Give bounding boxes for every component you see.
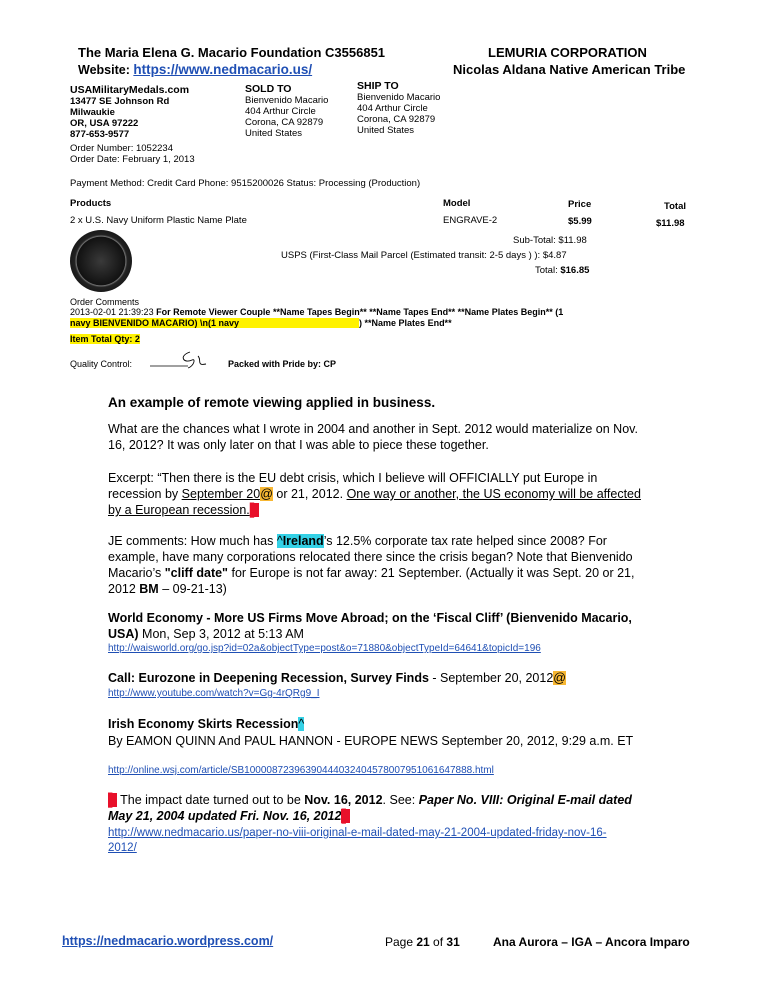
header-foundation: The Maria Elena G. Macario Foundation C3556851 bbox=[78, 45, 386, 60]
website-label: Website: bbox=[78, 63, 134, 77]
comment-line-2 bbox=[70, 318, 452, 328]
ref1-title: World Economy - More US Firms Move Abroad; on the ‘Fiscal Cliff’ (Bienvenido Macario, USA) bbox=[108, 611, 632, 641]
comment-line-1 bbox=[70, 307, 563, 317]
quality-control bbox=[70, 359, 132, 369]
je-ireland: Ireland bbox=[282, 534, 324, 548]
ref1-link[interactable]: http://waisworld.org/go.jsp?id=02a&objectType=post&o=71880&objectTypeId=64641&topicId=196 bbox=[108, 643, 541, 654]
je-text-a: JE comments: How much has bbox=[108, 534, 277, 548]
comment-highlight: navy BIENVENIDO MACARIO) \n(1 navy bbox=[70, 318, 359, 328]
ref3-title: Irish Economy Skirts Recession bbox=[108, 717, 299, 731]
seller-name: USAMilitaryMedals.com bbox=[70, 84, 190, 96]
shipping: USPS (First-Class Mail Parcel (Estimated transit: 2-5 days ) ): $4.87 bbox=[281, 250, 567, 261]
impact-date: Nov. 16, 2012 bbox=[304, 793, 383, 807]
item-qty-text: Item Total Qty: 2 bbox=[70, 334, 140, 344]
footer-page-number bbox=[385, 935, 460, 949]
grand-total bbox=[535, 265, 589, 276]
impact-red-marker: ▌ bbox=[108, 793, 117, 807]
ship-to-block bbox=[357, 81, 440, 136]
payment-line: Payment Method: Credit Card Phone: 9515200026 Status: Processing (Production) bbox=[70, 178, 421, 189]
ship-to-label: SHIP TO bbox=[357, 80, 399, 92]
ref2-date: - September 20, 2012 bbox=[428, 671, 554, 685]
comment-text: For Remote Viewer Couple **Name Tapes Begin** **Name Tapes End** **Name Plates Begin** (1 bbox=[156, 307, 564, 317]
item-line: 2 x U.S. Navy Uniform Plastic Name Plate bbox=[70, 215, 247, 226]
ref3-byline: By EAMON QUINN And PAUL HANNON - EUROPE NEWS September 20, 2012, 9:29 a.m. ET bbox=[108, 734, 634, 748]
excerpt-at-marker: @ bbox=[260, 487, 273, 501]
ship-to-country: United States bbox=[357, 125, 415, 136]
paragraph-1: What are the chances what I wrote in 2004 and another in Sept. 2012 would materialize on Nov. 16, 2012? It was only later on that I was able to piece these together. bbox=[108, 422, 638, 452]
impact-red-marker-2: ▌ bbox=[341, 809, 351, 823]
ref3-link[interactable]: http://online.wsj.com/article/SB10000872396390444032404578007951061647888.html bbox=[108, 765, 494, 776]
seller-state: OR, USA 97222 bbox=[70, 118, 139, 129]
col-total: Total bbox=[664, 201, 686, 212]
item-qty bbox=[70, 334, 140, 344]
excerpt-text-b: or 21, 2012. bbox=[272, 487, 347, 501]
comment-time: 2013-02-01 21:39:23 bbox=[70, 307, 157, 317]
page-prefix: Page bbox=[385, 935, 417, 949]
ship-to-city: Corona, CA 92879 bbox=[357, 114, 436, 125]
seller-phone: 877-653-9577 bbox=[70, 129, 130, 140]
item-model: ENGRAVE-2 bbox=[443, 215, 498, 226]
ship-to-street: 404 Arthur Circle bbox=[357, 103, 428, 114]
impact-link[interactable]: http://www.nedmacario.us/paper-no-viii-original-e-mail-dated-may-21-2004-updated-friday-nov-16-2012/ bbox=[108, 827, 607, 854]
reference-1 bbox=[108, 610, 643, 642]
page-current: 21 bbox=[416, 935, 430, 949]
je-caret-marker: ^ bbox=[276, 534, 283, 548]
ref2-link[interactable]: http://www.youtube.com/watch?v=Gg-4rQRg9_I bbox=[108, 688, 320, 699]
sold-to-city: Corona, CA 92879 bbox=[245, 117, 324, 128]
footer-right: Ana Aurora – IGA – Ancora Imparo bbox=[493, 935, 690, 949]
seller-block bbox=[70, 85, 195, 165]
article-heading: An example of remote viewing applied in business. bbox=[108, 395, 436, 410]
ref2-title: Call: Eurozone in Deepening Recession, Survey Finds bbox=[108, 671, 429, 685]
ref1-date: Mon, Sep 3, 2012 at 5:13 AM bbox=[138, 627, 304, 641]
sold-to-country: United States bbox=[245, 128, 303, 139]
page-of: of bbox=[429, 935, 447, 949]
impact-text-a: The impact date turned out to be bbox=[116, 793, 305, 807]
excerpt-underlined: One way or another, the US economy will be affected by a European recession. bbox=[108, 487, 641, 517]
seller-address: 13477 SE Johnson Rd bbox=[70, 96, 170, 107]
qc-label: Quality Control: bbox=[70, 359, 133, 369]
page-total: 31 bbox=[446, 935, 460, 949]
grand-total-value: $16.85 bbox=[560, 265, 590, 276]
packed-by: Packed with Pride by: CP bbox=[228, 359, 337, 369]
excerpt-date: September 20 bbox=[181, 487, 261, 501]
sold-to-block bbox=[245, 84, 328, 139]
sold-to-name: Bienvenido Macario bbox=[245, 95, 329, 106]
sold-to-label: SOLD TO bbox=[245, 83, 292, 95]
impact-paper-title: Paper No. VIII: Original E-mail dated May 21, 2004 updated Fri. Nov. 16, 2012 bbox=[108, 793, 632, 823]
footer-link[interactable]: https://nedmacario.wordpress.com/ bbox=[62, 934, 274, 948]
reference-3 bbox=[108, 716, 304, 732]
col-price: Price bbox=[568, 199, 592, 210]
je-bm: BM bbox=[139, 582, 159, 596]
signature-icon bbox=[148, 348, 228, 370]
impact-text-b: . See: bbox=[382, 793, 419, 807]
col-model: Model bbox=[443, 198, 471, 209]
sold-to-street: 404 Arthur Circle bbox=[245, 106, 316, 117]
grand-total-label: Total: bbox=[535, 265, 561, 276]
subtotal: Sub-Total: $11.98 bbox=[513, 235, 587, 246]
website-link[interactable]: https://www.nedmacario.us/ bbox=[133, 62, 313, 77]
ref2-at-marker: @ bbox=[553, 671, 566, 685]
excerpt-text-a: Excerpt: “Then there is the EU debt crisis, which I believe will OFFICIALLY put Europe in recession by bbox=[108, 471, 598, 501]
excerpt-red-marker: ▌ bbox=[249, 503, 259, 517]
header-corp: LEMURIA CORPORATION bbox=[488, 45, 647, 60]
je-text-b: ’s 12.5% corporate tax rate helped since 2008? For example, have many corporations relocated there since the crisis began? Note that Bienvenido Macario’s bbox=[108, 534, 633, 580]
seller-city: Milwaukie bbox=[70, 107, 115, 118]
ref3-caret-marker: ^ bbox=[298, 717, 305, 731]
reference-2 bbox=[108, 670, 566, 686]
je-comments bbox=[108, 533, 643, 597]
order-date: Order Date: February 1, 2013 bbox=[70, 154, 195, 165]
je-text-d: – 09-21-13) bbox=[158, 582, 227, 596]
je-cliff-date: "cliff date" bbox=[164, 566, 228, 580]
comment-end: ) **Name Plates End** bbox=[359, 318, 452, 328]
medal-seal-icon bbox=[70, 230, 132, 292]
item-price: $5.99 bbox=[568, 216, 592, 227]
je-text-c: for Europe is not far away: 21 September. (Actually it was Sept. 20 or 21, 2012 bbox=[108, 566, 635, 596]
comments-label: Order Comments bbox=[70, 297, 140, 307]
impact-paragraph bbox=[108, 792, 643, 824]
order-number: Order Number: 1052234 bbox=[70, 143, 173, 154]
item-total: $11.98 bbox=[656, 218, 685, 229]
ship-to-name: Bienvenido Macario bbox=[357, 92, 441, 103]
header-website bbox=[78, 62, 312, 77]
header-tribe: Nicolas Aldana Native American Tribe bbox=[453, 62, 686, 77]
col-products: Products bbox=[70, 198, 112, 209]
excerpt-paragraph bbox=[108, 470, 643, 518]
